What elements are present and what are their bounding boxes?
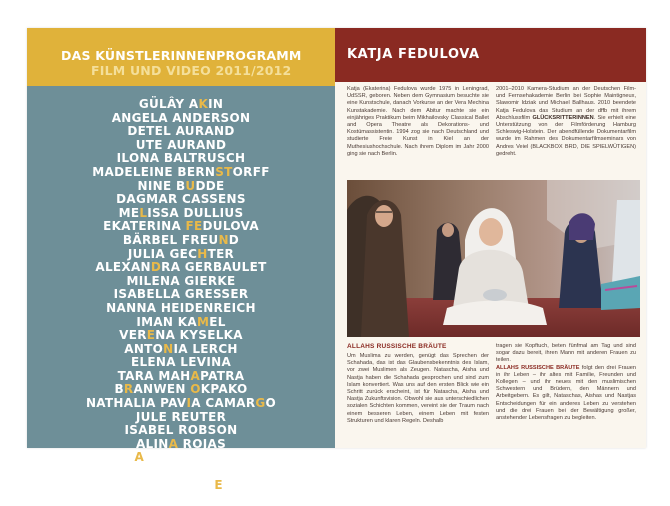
synopsis-column-1: Um Muslima zu werden, genügt das Sprechen der Schahada, das ist das Glaubensbekenntnis des Islam, vor zwei Muslimen als Zeugen. Natascha, Aisha und Nastja haben die Schahada gesprochen und sind zum Islam konvertiert. Was uns auf den ersten Blick wie ein Schritt zurück erscheint, ist für Natascha, Aisha und Nastja Zukunftsvision. Obwohl sie aus unterschiedlichen sozialen Schichten kommen, vereint sie der Traum nach einem besseren Leben, einem Leben mit festen Strukturen und klaren Regeln. Deshalb (347, 353, 489, 424)
artist-name: JULE REUTER (135, 409, 227, 424)
artist-name: ISABEL ROBSON (124, 423, 238, 438)
artist-name: IMAN KAMEL (136, 314, 226, 329)
artist-name: UTE AURAND (135, 137, 227, 152)
program-subtitle: FILM UND VIDEO 2011/2012 (91, 63, 292, 78)
bio-column-2 (496, 86, 636, 172)
bio-column-2-text-a: 2001–2010 Kamera-Studium an der Deutschen Film- und Fernsehakademie Berlin bei Sophie Maintigneux, Slawomir Idziak und Michael Ballhaus. 2010 beendete Katja Fedulova das Studium an der dffb mit ihrem Abschlussfilm (496, 86, 636, 121)
program-title: DAS KÜNSTLERINNENPROGRAMM (61, 48, 302, 63)
film-still-photo (347, 180, 640, 337)
artist-name: BÄRBEL FREUND (122, 232, 240, 247)
film-title-inline: ALLAHS RUSSISCHE BRÄUTE (496, 364, 580, 371)
artist-name: DAGMAR CASSENS (116, 192, 246, 207)
right-header-band (335, 28, 646, 82)
bio-column-1: Katja (Ekaterina) Fedulova wurde 1975 in Leningrad, UdSSR, geboren. Neben dem Gymnasium besuchte sie eine Kunstschule, danach Vorkurse an der Vera Mechina Kunstakademie. Nach dem Abitur machte sie ein einjähriges Praktikum beim Mikhailovsky Classical Ballet and Opera Theatre als Dekorations- und Kostümassistentin. 1994 zog sie nach Deutschland und studierte Freie Kunst in Kiel an der Muthesiushochschule. Nach ihrem Diplom im Jahr 2000 ging sie nach Berlin. (347, 86, 489, 157)
film-title-gluecksritterinnen: GLÜCKSRITTERINNEN (532, 114, 594, 121)
right-page (335, 28, 646, 448)
artist-name: ROMANA SCHMALISCH (102, 450, 260, 465)
artist-name: ALEXANDRA GERBAULET (95, 260, 267, 275)
artist-name: VERENA KYSELKA (119, 328, 243, 343)
artist-name-list (27, 97, 335, 506)
artist-name: SUSANNE SCHÜLE (117, 464, 245, 479)
artist-name: EKATERINA FEDULOVA (103, 219, 259, 234)
synopsis-column-2 (496, 343, 636, 445)
left-header-band (27, 28, 335, 86)
artist-name: CLARISSA THIEME (118, 477, 244, 492)
film-heading: ALLAHS RUSSISCHE BRÄUTE (347, 343, 447, 350)
artist-name-heading: KATJA FEDULOVA (347, 47, 480, 62)
artist-name: BRANWEN OKPAKO (114, 382, 248, 397)
artist-name: ALINA ROJAS (135, 436, 227, 451)
artist-name: TARA MAHAPATRA (117, 368, 245, 383)
artist-name: MADELEINE BERNSTORFF (92, 164, 270, 179)
artist-name: DETEL AURAND (127, 124, 235, 139)
artist-name: MELISSA DULLIUS (118, 205, 244, 220)
synopsis-column-2-text-b: folgt den drei Frauen in ihr Leben – ihr altes mit Familie, Freunden und Kollegen – und ihr neues mit den muslimischen Schwestern und Brüdern, den Männern und Arbeitgebern. Es gilt, Nataschas, Aishas und Nastjas Entscheidungen für ein anderes Leben zu verstehen und die drei Frauen bei der Bewältigung großer, anstehender Lebensfragen zu begleiten. (496, 364, 636, 422)
artist-name: JULIA GECHTER (127, 246, 235, 261)
artist-name: MILENA GIERKE (126, 273, 236, 288)
left-page (27, 28, 335, 506)
film-still-illustration (347, 180, 640, 337)
magazine-spread (27, 28, 646, 506)
bio-column-2-text-b: . Sie erhielt eine Unterstützung von der Filmförderung Hamburg Schleswig-Holstein. Der abendfüllende Dokumentarfilm wurde im Rahmen des Dokumentarfilmseminars von Andres Veiel (BLACKBOX BRD, DIE SPIELWÜTIGEN) gedreht. (496, 114, 636, 157)
artist-name: ELENA LEVINA (130, 355, 232, 370)
artist-name: ISABELLA GRESSER (113, 287, 249, 302)
artist-name: GÜLÂY AKIN (138, 97, 224, 111)
artist-name: NATHALIA PAVIA CAMARGO (85, 396, 277, 411)
artist-name: NINE BUDDE (137, 178, 225, 193)
artist-name: ANGELA ANDERSON (111, 110, 251, 125)
artist-name: ANTONIA LERCH (124, 341, 238, 356)
artist-name: ILONA BALTRUSCH (116, 151, 246, 166)
artist-name: TATJANA TURANSKYJ (109, 491, 253, 506)
artist-name: NANNA HEIDENREICH (106, 300, 256, 315)
synopsis-column-2-text-a: tragen sie Kopftuch, beten fünfmal am Tag und sind sogar dazu bereit, ihren Mann mit anderen Frauen zu teilen. (496, 343, 636, 364)
